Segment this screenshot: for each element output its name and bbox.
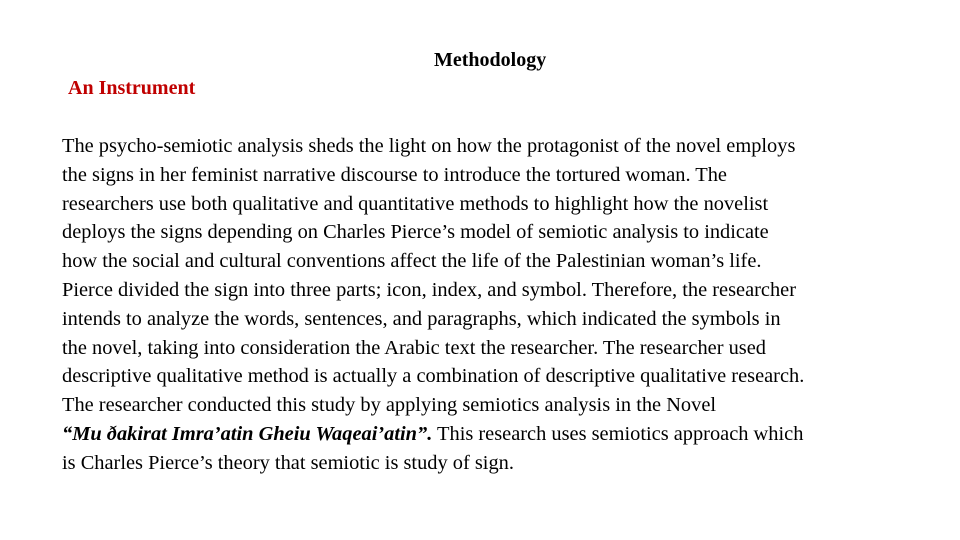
paragraph-line: how the social and cultural conventions affect the life of the Palestinian woman’s life. [62,250,762,273]
paragraph-line: Pierce divided the sign into three parts; icon, index, and symbol. Therefore, the researcher [62,278,797,301]
paragraph-line: the signs in her feminist narrative discourse to introduce the tortured woman. The [62,163,727,186]
paragraph-line: the novel, taking into consideration the Arabic text the researcher. The researcher used [62,336,766,359]
paragraph-line: The researcher conducted this study by applying semiotics analysis in the Novel [62,394,717,417]
paragraph-line: is Charles Pierce’s theory that semiotic is study of sign. [62,451,514,474]
paragraph-line: intends to analyze the words, sentences, and paragraphs, which indicated the symbols in [62,307,781,330]
paragraph-line-with-novel-title [62,420,952,449]
body-paragraph [62,132,952,478]
paragraph-line: descriptive qualitative method is actually a combination of descriptive qualitative research. [62,365,805,388]
paragraph-line-rest: This research uses semiotics approach which [432,422,804,445]
paragraph-line: researchers use both qualitative and quantitative methods to highlight how the novelist [62,192,769,215]
slide-subtitle: An Instrument [68,77,196,99]
paragraph-line: The psycho-semiotic analysis sheds the light on how the protagonist of the novel employs [62,135,796,157]
paragraph-line: deploys the signs depending on Charles Pierce’s model of semiotic analysis to indicate [62,221,769,244]
novel-title: “Mu ðakirat Imra’atin Gheiu Waqeai’atin”. [62,422,433,445]
slide-title: Methodology [434,49,547,71]
